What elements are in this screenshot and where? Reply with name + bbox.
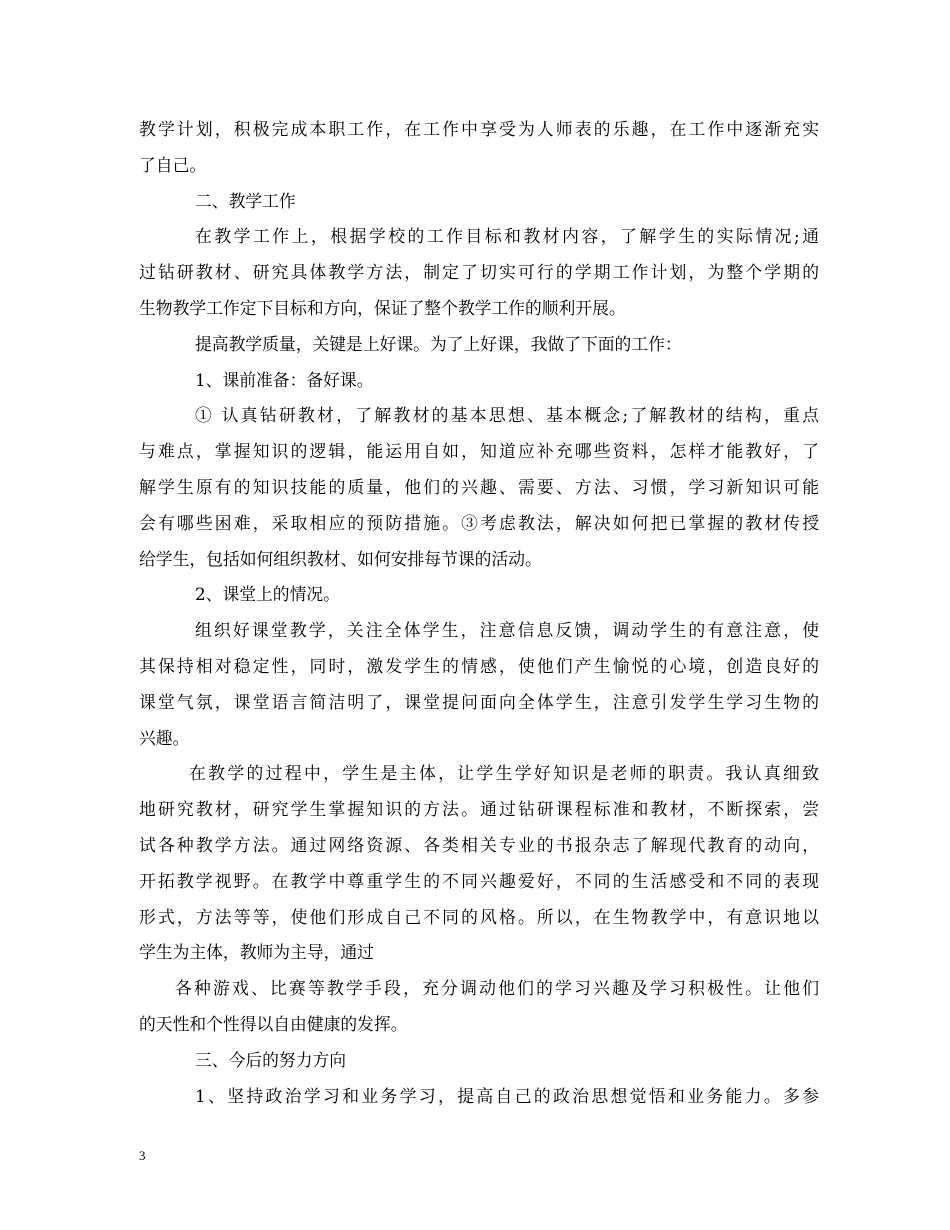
text-line: 给学生，包括如何组织教材、如何安排每节课的活动。 [139, 548, 542, 569]
text-line: 兴趣。 [139, 727, 190, 748]
text-line: 解学生原有的知识技能的质量，他们的兴趣、需要、方法、习惯，学习新知识可能 [139, 476, 819, 497]
text-line: 会有哪些困难，采取相应的预防措施。③考虑教法，解决如何把已掌握的教材传授 [139, 512, 819, 533]
text-line: 生物教学工作定下目标和方向，保证了整个教学工作的顺利开展。 [139, 297, 626, 318]
section-heading: 二、教学工作 [195, 190, 296, 211]
text-line: 了自己。 [139, 154, 207, 175]
text-line: 试各种教学方法。通过网络资源、各类相关专业的书报杂志了解现代教育的动向， [139, 834, 819, 855]
text-line: 与难点，掌握知识的逻辑，能运用自如，知道应补充哪些资料，怎样才能教好，了 [139, 441, 819, 462]
text-line: 在教学的过程中，学生是主体，让学生学好知识是老师的职责。我认真细致 [189, 763, 819, 784]
text-line: ① 认真钻研教材，了解教材的基本思想、基本概念;了解教材的结构，重点 [195, 405, 819, 426]
text-line: 地研究教材，研究学生掌握知识的方法。通过钻研课程标准和教材，不断探索，尝 [139, 799, 819, 820]
text-line: 的天性和个性得以自由健康的发挥。 [139, 1013, 408, 1034]
page-number: 3 [139, 1148, 146, 1163]
text-line: 各种游戏、比赛等教学手段，充分调动他们的学习兴趣及学习积极性。让他们 [175, 978, 819, 999]
text-line: 教学计划，积极完成本职工作，在工作中享受为人师表的乐趣，在工作中逐渐充实 [139, 119, 819, 139]
text-line: 组织好课堂教学，关注全体学生，注意信息反馈，调动学生的有意注意，使 [195, 620, 819, 641]
text-line: 形式，方法等等，使他们形成自己不同的风格。所以，在生物教学中，有意识地以 [139, 906, 819, 927]
subsection-heading: 1、课前准备：备好课。 [195, 369, 374, 390]
text-line: 1、坚持政治学习和业务学习，提高自己的政治思想觉悟和业务能力。多参 [195, 1085, 819, 1106]
section-heading: 三、今后的努力方向 [195, 1049, 347, 1070]
text-line: 在教学工作上，根据学校的工作目标和教材内容，了解学生的实际情况;通 [195, 226, 819, 247]
text-line: 过钻研教材、研究具体教学方法，制定了切实可行的学期工作计划，为整个学期的 [139, 262, 819, 283]
text-line: 开拓教学视野。在教学中尊重学生的不同兴趣爱好，不同的生活感受和不同的表现 [139, 870, 819, 891]
document-body [139, 112, 819, 1114]
text-line: 其保持相对稳定性，同时，激发学生的情感，使他们产生愉悦的心境，创造良好的 [139, 655, 819, 676]
subsection-heading: 2、课堂上的情况。 [195, 584, 340, 605]
text-line: 学生为主体，教师为主导，通过 [139, 942, 374, 963]
text-line: 提高教学质量，关键是上好课。为了上好课，我做了下面的工作： [195, 333, 682, 354]
text-line: 课堂气氛，课堂语言简洁明了，课堂提问面向全体学生，注意引发学生学习生物的 [139, 691, 819, 712]
